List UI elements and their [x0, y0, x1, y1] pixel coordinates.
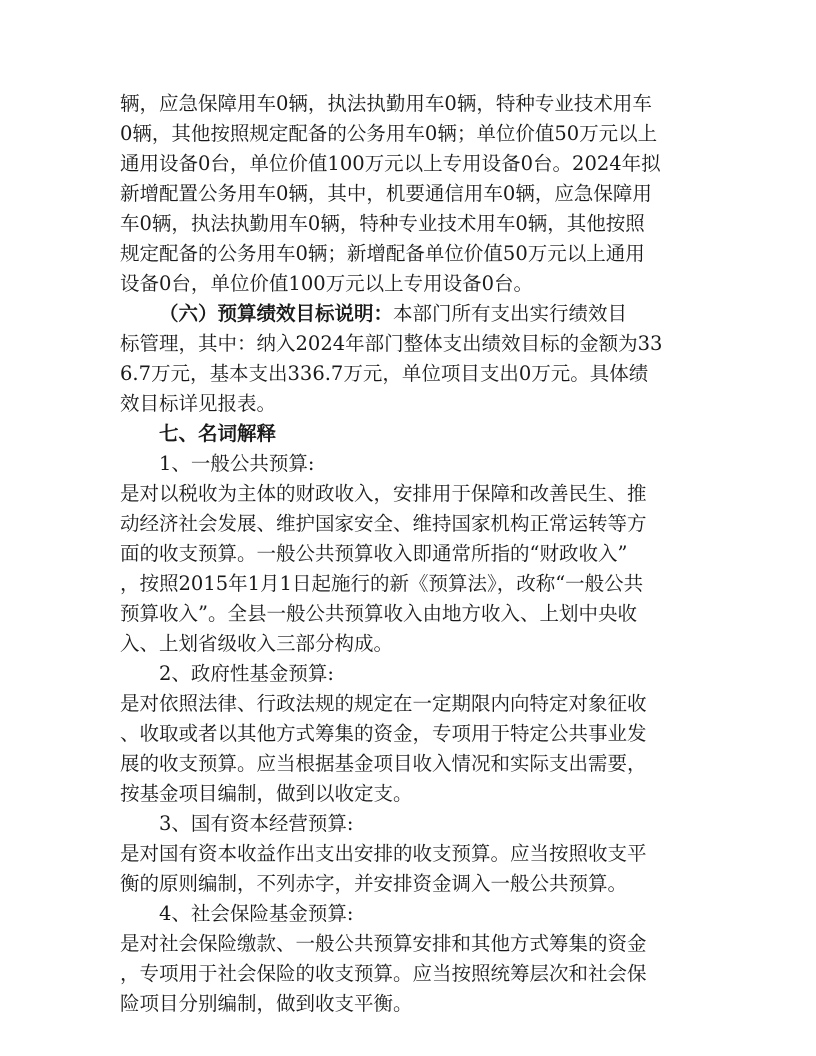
- term-line: 动经济社会发展、维护国家安全、维持国家机构正常运转等方: [120, 512, 647, 535]
- performance-paragraph: [120, 299, 698, 419]
- term-line: 险项目分别编制，做到收支平衡。: [120, 992, 413, 1015]
- term-general-budget: [120, 449, 698, 659]
- section-title: 七、名词解释: [159, 422, 277, 445]
- document-page: [120, 89, 698, 1019]
- term-line: ，专项用于社会保险的收支预算。应当按照统筹层次和社会保: [120, 962, 647, 985]
- paragraph-line: 辆，应急保障用车0辆，执法执勤用车0辆，特种专业技术用车: [120, 92, 652, 115]
- paragraph-line: 6.7万元，基本支出336.7万元，单位项目支出0万元。具体绩: [120, 362, 649, 385]
- term-title: 2、政府性基金预算:: [159, 662, 334, 685]
- paragraph-line: 设备0台，单位价值100万元以上专用设备0台。: [120, 272, 534, 295]
- paragraph-line: [120, 299, 698, 329]
- term-line: 是对国有资本收益作出支出安排的收支预算。应当按照收支平: [120, 842, 647, 865]
- term-line: 面的收支预算。一般公共预算收入即通常所指的“财政收入”: [120, 542, 628, 565]
- paragraph-line: 新增配置公务用车0辆，其中，机要通信用车0辆，应急保障用: [120, 182, 652, 205]
- term-title: 4、社会保险基金预算:: [159, 902, 354, 925]
- term-line: 、收取或者以其他方式筹集的资金，专项用于特定公共事业发: [120, 722, 647, 745]
- term-line: ，按照2015年1月1日起施行的新《预算法》，改称“一般公共: [120, 572, 644, 595]
- paragraph-line: 车0辆，执法执勤用车0辆，特种专业技术用车0辆，其他按照: [120, 212, 645, 235]
- performance-heading: （六）预算绩效目标说明：: [159, 302, 394, 325]
- term-line: 是对社会保险缴款、一般公共预算安排和其他方式筹集的资金: [120, 932, 647, 955]
- term-state-capital-budget: [120, 809, 698, 899]
- term-line: 是对依照法律、行政法规的规定在一定期限内向特定对象征收: [120, 692, 647, 715]
- paragraph-line: 通用设备0台，单位价值100万元以上专用设备0台。2024年拟: [120, 152, 661, 175]
- term-title: 1、一般公共预算:: [159, 452, 315, 475]
- term-line: 是对以税收为主体的财政收入，安排用于保障和改善民生、推: [120, 482, 647, 505]
- vehicle-paragraph: [120, 89, 698, 299]
- paragraph-line: 效目标详见报表。: [120, 392, 277, 415]
- term-social-insurance-budget: [120, 899, 698, 1019]
- performance-text: 本部门所有支出实行绩效目: [393, 302, 628, 325]
- paragraph-line: 标管理，其中：纳入2024年部门整体支出绩效目标的金额为33: [120, 332, 663, 355]
- term-line: 展的收支预算。应当根据基金项目收入情况和实际支出需要，: [120, 752, 647, 775]
- term-government-fund-budget: [120, 659, 698, 809]
- term-title: 3、国有资本经营预算:: [159, 812, 354, 835]
- term-line: 预算收入”。全县一般公共预算收入由地方收入、上划中央收: [120, 602, 637, 625]
- term-line: 入、上划省级收入三部分构成。: [120, 632, 394, 655]
- term-line: 衡的原则编制，不列赤字，并安排资金调入一般公共预算。: [120, 872, 628, 895]
- paragraph-line: 0辆，其他按照规定配备的公务用车0辆；单位价值50万元以上: [120, 122, 658, 145]
- paragraph-line: 规定配备的公务用车0辆；新增配备单位价值50万元以上通用: [120, 242, 645, 265]
- term-line: 按基金项目编制，做到以收定支。: [120, 782, 413, 805]
